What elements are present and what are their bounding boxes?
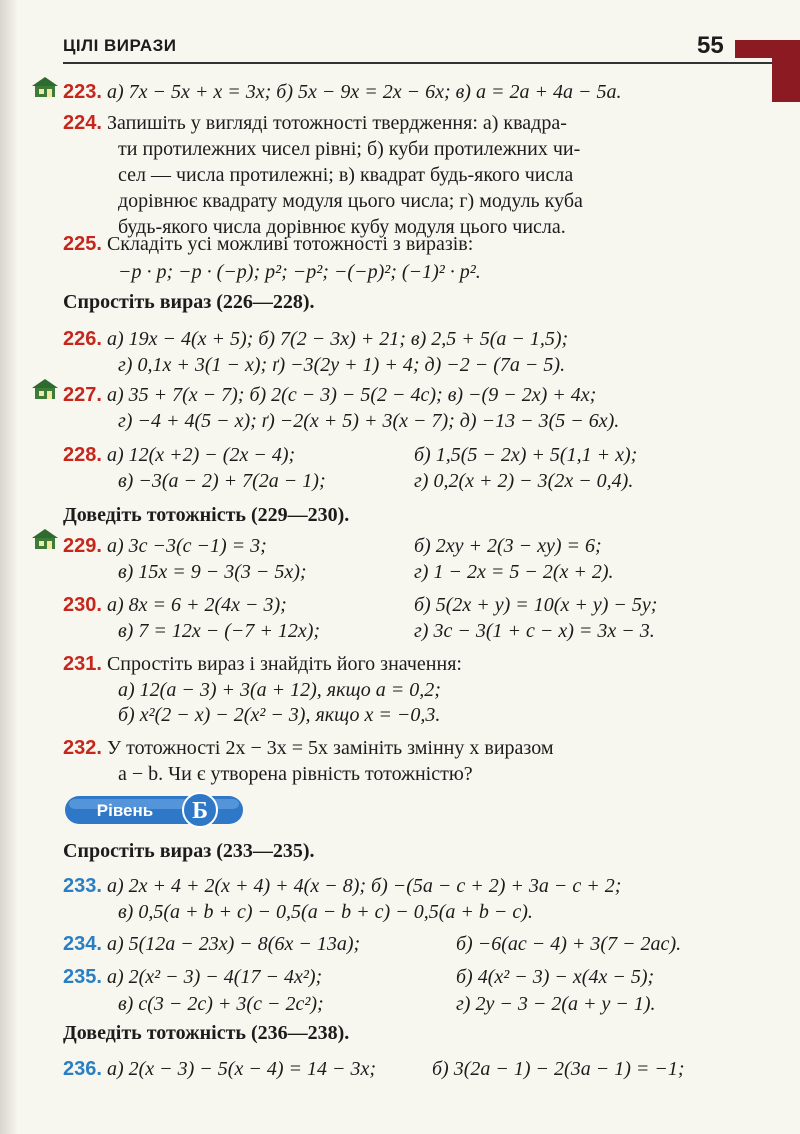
exercise-229-d: г) 1 − 2x = 5 − 2(x + 2). — [414, 561, 614, 583]
exercise-text: а) 8x = 6 + 2(4x − 3); — [106, 594, 287, 616]
homework-house-icon — [30, 76, 60, 98]
exercise-number: 236. — [63, 1058, 102, 1080]
exercise-230-line-1 — [63, 592, 287, 618]
level-badge — [65, 792, 243, 828]
exercise-text: а) 2x + 4 + 2(x + 4) + 4(x − 8); б) −(5a − c + 2) + 3a − c + 2; — [106, 875, 622, 897]
exercise-224-line-1 — [63, 110, 567, 136]
exercise-text: а) 12(x +2) − (2x − 4); — [106, 444, 296, 466]
exercise-227-line-2: г) −4 + 4(5 − x); ґ) −2(x + 5) + 3(x − 7); д) −13 − 3(5 − 6x). — [118, 410, 620, 432]
exercise-number: 224. — [63, 112, 102, 134]
exercise-text: а) 2(x² − 3) − 4(17 − 4x²); — [106, 966, 323, 988]
exercise-text: а) 7x − 5x + x = 3x; б) 5x − 9x = 2x − 6x; в) a = 2a + 4a − 5a. — [106, 81, 622, 103]
exercise-text: а) 3c −3(c −1) = 3; — [106, 535, 267, 557]
header-rule — [63, 62, 777, 64]
exercise-231-b: б) x²(2 − x) − 2(x² − 3), якщо x = −0,3. — [118, 704, 441, 726]
exercise-229-line-1 — [63, 533, 267, 559]
exercise-224-line-4: дорівнює квадрату модуля цього числа; г) модуль куба — [118, 190, 583, 212]
exercise-224-line-3: сел — числа протилежні; в) квадрат будь-якого числа — [118, 164, 574, 186]
exercise-230-c: в) 7 = 12x − (−7 + 12x); — [118, 620, 321, 642]
homework-house-icon — [30, 378, 60, 400]
section-heading: Спростіть вираз (233—235). — [63, 840, 315, 862]
exercise-225-line-1 — [63, 231, 473, 257]
exercise-text: а) 35 + 7(x − 7); б) 2(c − 3) − 5(2 − 4c); в) −(9 − 2x) + 4x; — [106, 384, 597, 406]
exercise-233-line-2: в) 0,5(a + b + c) − 0,5(a − b + c) − 0,5(a + b − c). — [118, 901, 533, 923]
exercise-number: 226. — [63, 328, 102, 350]
exercise-234-line-1 — [63, 931, 360, 957]
exercise-number: 223. — [63, 81, 102, 103]
exercise-232-line-1 — [63, 735, 553, 761]
exercise-number: 229. — [63, 535, 102, 557]
exercise-number: 233. — [63, 875, 102, 897]
exercise-236-b: б) 3(2a − 1) − 2(3a − 1) = −1; — [432, 1058, 685, 1080]
exercise-text: а) 19x − 4(x + 5); б) 7(2 − 3x) + 21; в) 2,5 + 5(a − 1,5); — [106, 328, 569, 350]
page-number: 55 — [697, 32, 724, 59]
exercise-230-b: б) 5(2x + y) = 10(x + y) − 5y; — [414, 594, 658, 616]
exercise-231-line-1 — [63, 651, 462, 677]
exercise-text: Складіть усі можливі тотожності з виразів: — [106, 233, 474, 255]
exercise-number: 231. — [63, 653, 102, 675]
exercise-224-line-2: ти протилежних чисел рівні; б) куби протилежних чи- — [118, 138, 581, 160]
exercise-227-line-1 — [63, 382, 596, 408]
homework-house-icon — [30, 528, 60, 550]
exercise-228-line-1 — [63, 442, 295, 468]
exercise-text: Запишіть у вигляді тотожності твердження: а) квадра- — [106, 112, 567, 134]
level-letter: Б — [192, 798, 208, 824]
exercise-number: 225. — [63, 233, 102, 255]
exercise-236-line-1 — [63, 1056, 376, 1082]
exercise-224-line-5: будь-якого числа дорівнює кубу модуля цього числа. — [118, 216, 566, 238]
exercise-235-line-1 — [63, 964, 322, 990]
exercise-228-c: в) −3(a − 2) + 7(2a − 1); — [118, 470, 326, 492]
exercise-number: 232. — [63, 737, 102, 759]
exercise-number: 230. — [63, 594, 102, 616]
chapter-tab-edge — [772, 40, 800, 102]
exercise-235-b: б) 4(x² − 3) − x(4x − 5); — [456, 966, 655, 988]
section-heading: Доведіть тотожність (229—230). — [63, 504, 350, 526]
exercise-235-c: в) c(3 − 2c) + 3(c − 2c²); — [118, 993, 324, 1015]
exercise-text: Спростіть вираз і знайдіть його значення: — [106, 653, 462, 675]
exercise-230-d: г) 3c − 3(1 + c − x) = 3x − 3. — [414, 620, 655, 642]
exercise-number: 235. — [63, 966, 102, 988]
page-gutter-shadow — [0, 0, 18, 1134]
exercise-number: 227. — [63, 384, 102, 406]
exercise-229-c: в) 15x = 9 − 3(3 − 5x); — [118, 561, 307, 583]
exercise-235-d: г) 2y − 3 − 2(a + y − 1). — [456, 993, 656, 1015]
exercise-229-b: б) 2xy + 2(3 − xy) = 6; — [414, 535, 602, 557]
level-label: Рівень — [96, 801, 154, 820]
running-header-title: ЦІЛІ ВИРАЗИ — [63, 36, 177, 55]
section-heading: Доведіть тотожність (236—238). — [63, 1022, 350, 1044]
exercise-number: 228. — [63, 444, 102, 466]
exercise-number: 234. — [63, 933, 102, 955]
exercise-text: а) 5(12a − 23x) − 8(6x − 13a); — [106, 933, 361, 955]
exercise-234-b: б) −6(ac − 4) + 3(7 − 2ac). — [456, 933, 682, 955]
exercise-233-line-1 — [63, 873, 621, 899]
exercise-228-b: б) 1,5(5 − 2x) + 5(1,1 + x); — [414, 444, 638, 466]
exercise-223 — [63, 79, 621, 105]
exercise-text: У тотожності 2x − 3x = 5x замініть змінну x виразом — [106, 737, 554, 759]
exercise-226-line-2: г) 0,1x + 3(1 − x); ґ) −3(2y + 1) + 4; д) −2 − (7a − 5). — [118, 354, 566, 376]
exercise-228-d: г) 0,2(x + 2) − 3(2x − 0,4). — [414, 470, 634, 492]
exercise-text: а) 2(x − 3) − 5(x − 4) = 14 − 3x; — [106, 1058, 377, 1080]
exercise-232-line-2: a − b. Чи є утворена рівність тотожністю? — [118, 763, 473, 785]
exercise-225-line-2: −p · p; −p · (−p); p²; −p²; −(−p)²; (−1)² · p². — [118, 261, 481, 283]
section-heading: Спростіть вираз (226—228). — [63, 291, 315, 313]
exercise-231-a: а) 12(a − 3) + 3(a + 12), якщо a = 0,2; — [118, 679, 441, 701]
exercise-226-line-1 — [63, 326, 568, 352]
